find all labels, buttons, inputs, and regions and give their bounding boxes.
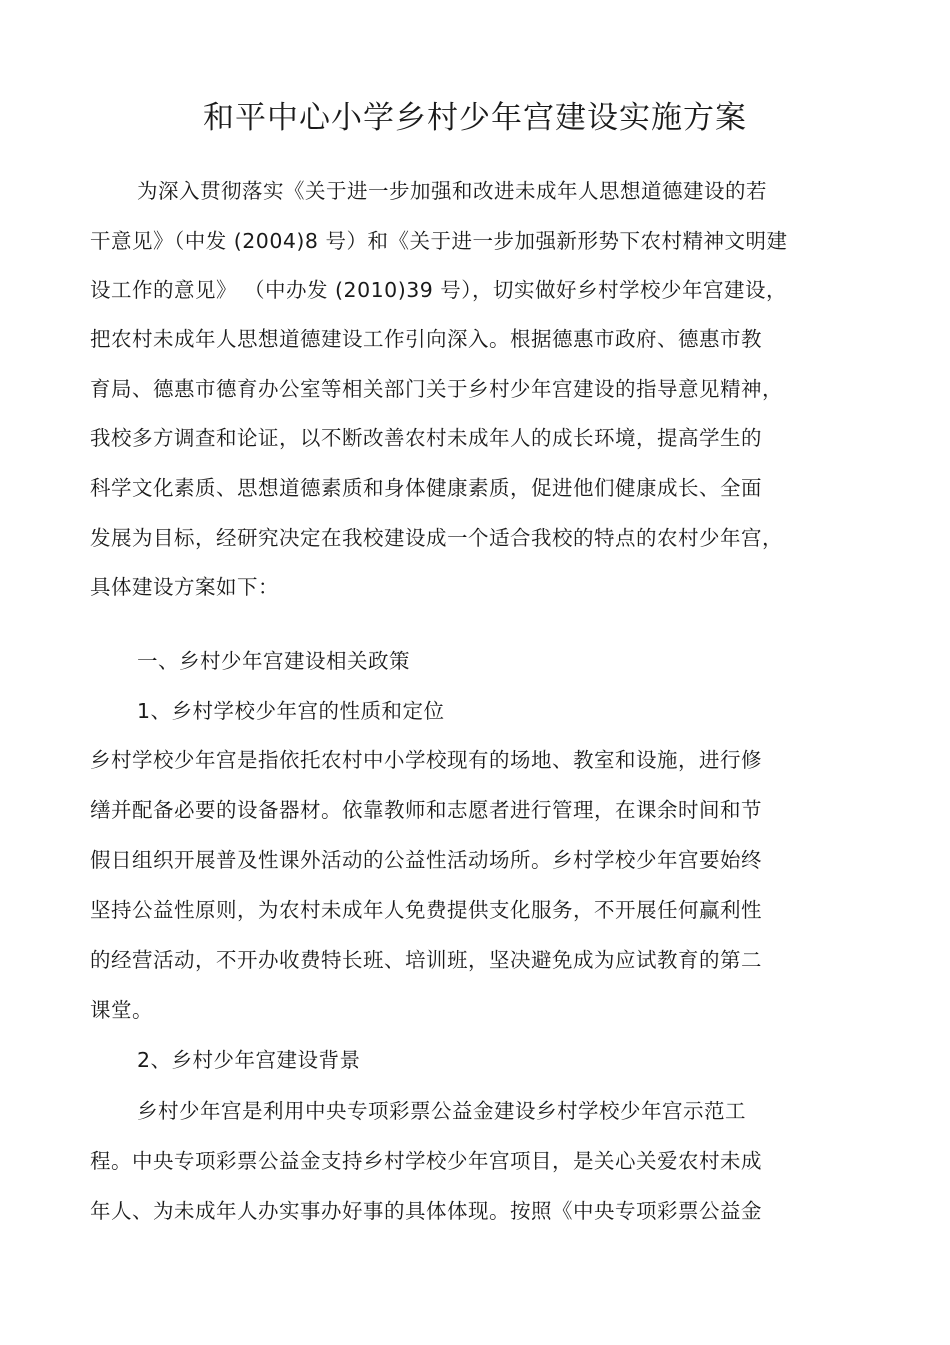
paragraph-line: 缮并配备必要的设备器材。依靠教师和志愿者进行管理，在课余时间和节 bbox=[90, 798, 762, 822]
document-title: 和平中心小学乡村少年宫建设实施方案 bbox=[203, 100, 747, 136]
intro-line: 发展为目标，经研究决定在我校建设成一个适合我校的特点的农村少年宫， bbox=[90, 526, 783, 550]
intro-line: 设工作的意见》 （中办发 (2010)39 号），切实做好乡村学校少年宫建设， bbox=[90, 278, 788, 302]
intro-line: 科学文化素质、思想道德素质和身体健康素质，促进他们健康成长、全面 bbox=[90, 476, 762, 500]
paragraph-line: 乡村少年宫是利用中央专项彩票公益金建设乡村学校少年宫示范工 bbox=[137, 1099, 746, 1123]
intro-line: 具体建设方案如下： bbox=[90, 575, 279, 599]
section-heading: 一、乡村少年宫建设相关政策 bbox=[137, 649, 410, 673]
paragraph-line: 的经营活动，不开办收费特长班、培训班，坚决避免成为应试教育的第二 bbox=[90, 948, 762, 972]
paragraph-line: 年人、为未成年人办实事办好事的具体体现。按照《中央专项彩票公益金 bbox=[90, 1199, 762, 1223]
intro-line: 我校多方调查和论证，以不断改善农村未成年人的成长环境，提高学生的 bbox=[90, 426, 762, 450]
intro-line: 为深入贯彻落实《关于进一步加强和改进未成年人思想道德建设的若 bbox=[137, 179, 767, 203]
paragraph-line: 课堂。 bbox=[90, 998, 153, 1022]
subsection-heading: 1、乡村学校少年宫的性质和定位 bbox=[137, 699, 445, 723]
paragraph-line: 假日组织开展普及性课外活动的公益性活动场所。乡村学校少年宫要始终 bbox=[90, 848, 762, 872]
intro-line: 干意见》（中发 (2004)8 号）和《关于进一步加强新形势下农村精神文明建 bbox=[90, 229, 788, 253]
paragraph-line: 程。中央专项彩票公益金支持乡村学校少年宫项目，是关心关爱农村未成 bbox=[90, 1149, 762, 1173]
paragraph-line: 乡村学校少年宫是指依托农村中小学校现有的场地、教室和设施，进行修 bbox=[90, 748, 762, 772]
intro-line: 把农村未成年人思想道德建设工作引向深入。根据德惠市政府、德惠市教 bbox=[90, 327, 762, 351]
subsection-heading: 2、乡村少年宫建设背景 bbox=[137, 1048, 361, 1072]
intro-line: 育局、德惠市德育办公室等相关部门关于乡村少年宫建设的指导意见精神， bbox=[90, 377, 783, 401]
paragraph-line: 坚持公益性原则，为农村未成年人免费提供支化服务，不开展任何赢利性 bbox=[90, 898, 762, 922]
